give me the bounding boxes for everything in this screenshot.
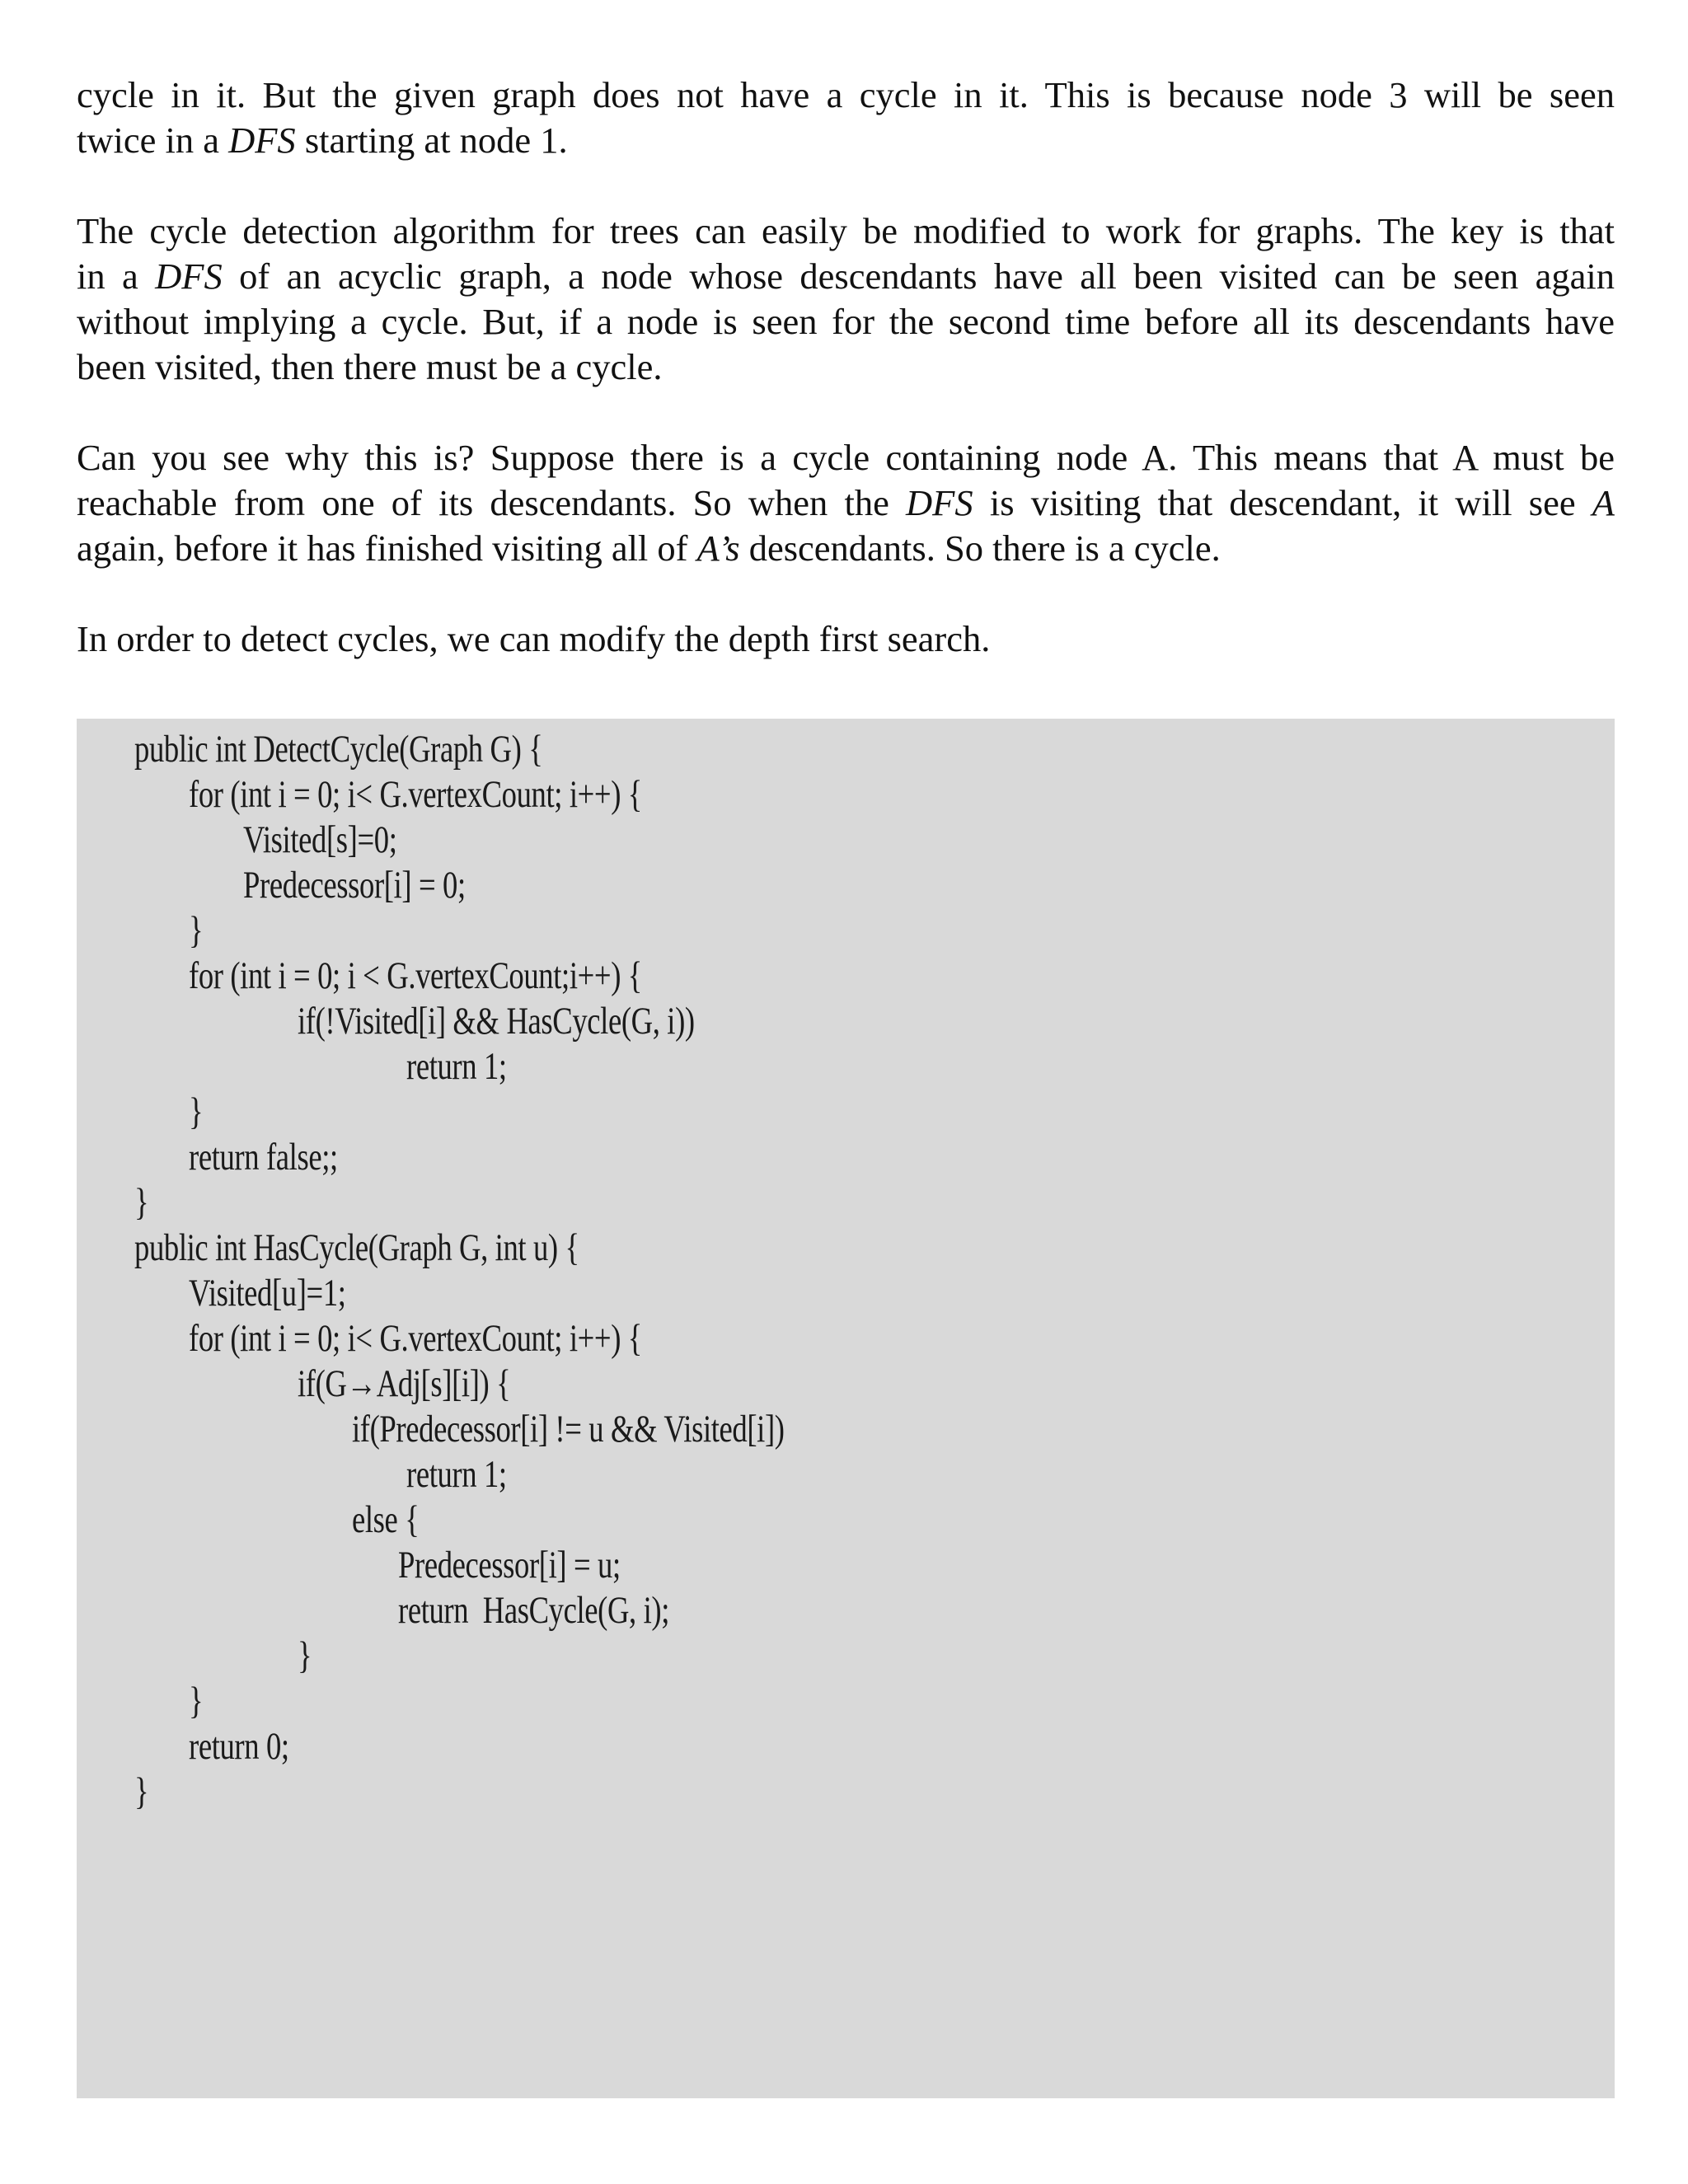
paragraph-line xyxy=(77,435,1615,480)
code-line: for (int i = 0; i < G.vertexCount;i++) { xyxy=(189,954,643,997)
code-line: } xyxy=(189,909,204,952)
code-line: Predecessor[i] = u; xyxy=(398,1544,621,1586)
paragraph-line xyxy=(77,480,1615,526)
text-run: is visiting that descendant, it will see xyxy=(973,482,1592,523)
body-paragraph xyxy=(77,435,1615,571)
code-line: return HasCycle(G, i); xyxy=(398,1589,670,1632)
text-run: starting at node 1. xyxy=(295,120,568,161)
text-run: again, before it has finished visiting all of xyxy=(77,527,697,569)
body-paragraph xyxy=(77,209,1615,390)
code-line: Predecessor[i] = 0; xyxy=(243,864,466,907)
code-line: for (int i = 0; i< G.vertexCount; i++) { xyxy=(189,773,643,816)
code-line: public int DetectCycle(Graph G) { xyxy=(134,728,543,771)
text-run: Can you see why this is? Suppose there is a cycle containing node A. This means that A must be xyxy=(77,437,1615,478)
code-line: for (int i = 0; i< G.vertexCount; i++) { xyxy=(189,1317,643,1360)
emphasized-text: DFS xyxy=(906,482,973,523)
code-line: if(G→Adj[s][i]) { xyxy=(298,1362,511,1405)
code-listing xyxy=(77,719,1615,2098)
body-paragraph xyxy=(77,73,1615,163)
code-line: public int HasCycle(Graph G, int u) { xyxy=(134,1226,579,1269)
code-line: return 1; xyxy=(406,1045,507,1088)
text-run: without implying a cycle. But, if a node is seen for the second time before all its descendants have xyxy=(77,301,1615,342)
paragraph-line xyxy=(77,344,1615,390)
text-run: been visited, then there must be a cycle. xyxy=(77,346,663,387)
text-run: descendants. So there is a cycle. xyxy=(739,527,1221,569)
text-run: In order to detect cycles, we can modify the depth first search. xyxy=(77,618,991,659)
text-run: in a xyxy=(77,255,156,297)
code-line: return 1; xyxy=(406,1453,507,1496)
paragraph-line xyxy=(77,254,1615,299)
emphasized-text: DFS xyxy=(155,255,223,297)
paragraph-line xyxy=(77,616,1615,662)
code-line: } xyxy=(189,1090,204,1133)
paragraph-line xyxy=(77,299,1615,344)
code-line: Visited[u]=1; xyxy=(189,1272,346,1315)
paragraph-line xyxy=(77,526,1615,571)
document-body xyxy=(77,73,1615,707)
code-line: } xyxy=(134,1181,149,1224)
code-line: else { xyxy=(352,1498,420,1541)
text-run: cycle in it. But the given graph does not have a cycle in it. This is because node 3 will be seen xyxy=(77,74,1615,115)
code-line: Visited[s]=0; xyxy=(243,818,397,861)
text-run: twice in a xyxy=(77,120,229,161)
text-run: of an acyclic graph, a node whose descendants have all been visited can be seen again xyxy=(222,255,1615,297)
code-line: } xyxy=(298,1634,312,1677)
code-line: if(Predecessor[i] != u && Visited[i]) xyxy=(352,1408,785,1451)
code-line: if(!Visited[i] && HasCycle(G, i)) xyxy=(298,1000,695,1043)
code-line: return false;; xyxy=(189,1136,338,1179)
paragraph-line xyxy=(77,73,1615,118)
code-line: return 0; xyxy=(189,1725,289,1768)
text-run: reachable from one of its descendants. So when the xyxy=(77,482,907,523)
text-run: The cycle detection algorithm for trees can easily be modified to work for graphs. The key is that xyxy=(77,210,1615,251)
code-line: } xyxy=(189,1680,204,1722)
emphasized-text: DFS xyxy=(228,120,296,161)
paragraph-line xyxy=(77,118,1615,163)
body-paragraph xyxy=(77,616,1615,662)
emphasized-text: A xyxy=(1592,482,1615,523)
emphasized-text: A’s xyxy=(696,527,740,569)
code-line: } xyxy=(134,1770,149,1813)
paragraph-line xyxy=(77,209,1615,254)
